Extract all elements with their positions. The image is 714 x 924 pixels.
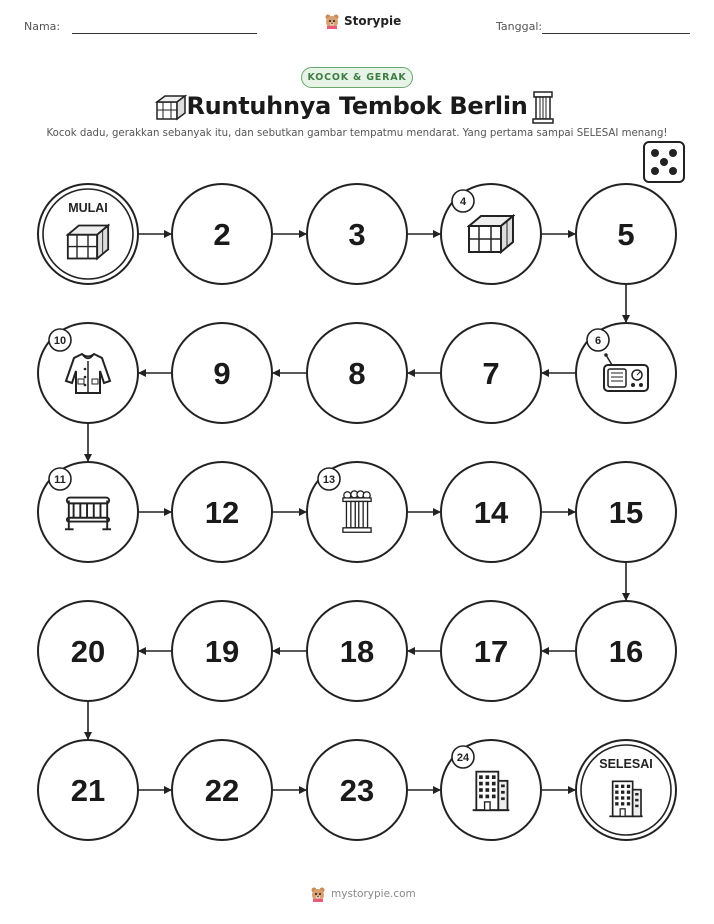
space-label: MULAI <box>68 201 108 215</box>
space-number: 18 <box>339 634 375 669</box>
space-number: 5 <box>617 217 635 252</box>
board-space-7[interactable] <box>441 323 541 423</box>
space-number: 16 <box>608 634 644 669</box>
board-space-25[interactable] <box>576 740 676 840</box>
space-number: 24 <box>456 752 470 764</box>
space-number: 2 <box>213 217 231 252</box>
crate-icon <box>68 226 108 259</box>
space-number: 10 <box>53 335 67 347</box>
board-space-14[interactable] <box>441 462 541 562</box>
board-space-1[interactable] <box>38 184 138 284</box>
space-number: 17 <box>473 634 509 669</box>
board-space-2[interactable] <box>172 184 272 284</box>
space-number: 11 <box>54 474 66 486</box>
space-number: 20 <box>70 634 106 669</box>
space-number: 21 <box>70 773 106 808</box>
date-label: Tanggal: <box>496 20 543 33</box>
game-type-badge: KOCOK & GERAK <box>301 67 413 88</box>
board-space-6[interactable] <box>576 323 676 423</box>
board-space-17[interactable] <box>441 601 541 701</box>
board-space-4[interactable] <box>441 184 541 284</box>
board-space-12[interactable] <box>172 462 272 562</box>
board-space-18[interactable] <box>307 601 407 701</box>
name-label: Nama: <box>24 20 61 33</box>
space-number: 15 <box>608 495 644 530</box>
footer-url[interactable]: mystorypie.com <box>331 888 416 900</box>
space-number: 19 <box>204 634 240 669</box>
board-space-11[interactable] <box>38 462 138 562</box>
space-number: 6 <box>594 335 602 347</box>
board-space-10[interactable] <box>38 323 138 423</box>
page-title: Runtuhnya Tembok Berlin <box>186 92 528 120</box>
brand-name: Storypie <box>344 14 402 28</box>
board-space-23[interactable] <box>307 740 407 840</box>
space-number: 12 <box>204 495 240 530</box>
space-number: 22 <box>204 773 240 808</box>
board-space-16[interactable] <box>576 601 676 701</box>
board-space-24[interactable] <box>441 740 541 840</box>
board-space-5[interactable] <box>576 184 676 284</box>
crate-icon <box>469 216 513 252</box>
space-number: 4 <box>459 196 467 208</box>
footer <box>310 886 416 902</box>
space-number: 23 <box>339 773 375 808</box>
column-icon <box>343 491 371 532</box>
space-number: 7 <box>482 356 500 391</box>
space-number: 8 <box>348 356 366 391</box>
board-space-20[interactable] <box>38 601 138 701</box>
space-number: 9 <box>213 356 231 391</box>
space-label: SELESAI <box>599 757 653 771</box>
board-space-19[interactable] <box>172 601 272 701</box>
board-space-8[interactable] <box>307 323 407 423</box>
board-space-3[interactable] <box>307 184 407 284</box>
board-space-13[interactable] <box>307 462 407 562</box>
bear-icon <box>310 886 326 902</box>
space-number: 14 <box>473 495 509 530</box>
board-space-21[interactable] <box>38 740 138 840</box>
space-number: 13 <box>322 474 336 486</box>
board-space-15[interactable] <box>576 462 676 562</box>
board-space-22[interactable] <box>172 740 272 840</box>
space-number: 3 <box>348 217 366 252</box>
instructions: Kocok dadu, gerakkan sebanyak itu, dan sebutkan gambar tempatmu mendarat. Yang pertama sampai SELESAI menang! <box>46 128 668 139</box>
board-space-9[interactable] <box>172 323 272 423</box>
